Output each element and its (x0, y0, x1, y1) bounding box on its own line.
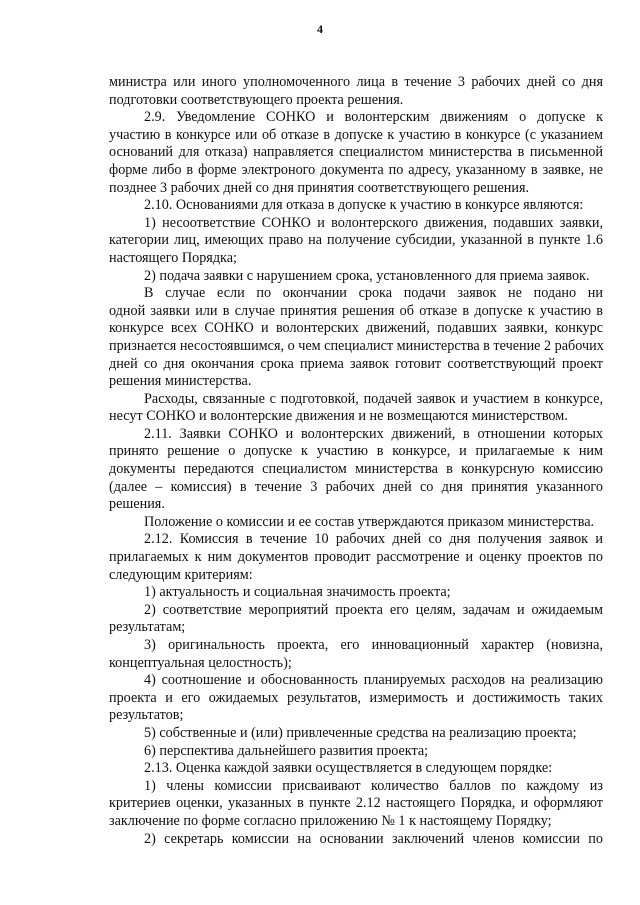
text-line: принято решение о допуске к участию в конкурсе, и прилагаемые к ним (109, 443, 603, 460)
text-line: заключение по форме согласно приложению № 1 к настоящему Порядку; (109, 812, 552, 829)
text-line: результатам; (109, 619, 186, 636)
text-line: прилагаемых к ним документов проводит рассмотрение и оценку проектов по (109, 549, 603, 566)
text-line: одной заявки или в случае принятия решения об отказе в допуске к участию в (109, 302, 603, 319)
text-line: решения. (109, 496, 165, 513)
text-line: 2) подача заявки с нарушением срока, установленного для приема заявок. (144, 267, 590, 284)
text-line: В случае если по окончании срока подачи заявок не подано ни (144, 285, 603, 302)
text-line: 2.11. Заявки СОНКО и волонтерских движений, в отношении которых (144, 425, 603, 442)
text-line: 6) перспектива дальнейшего развития проекта; (144, 742, 429, 759)
text-line: позднее 3 рабочих дней со дня принятия соответствующего решения. (109, 179, 530, 196)
text-line: проекта и его ожидаемых результатов, измеримость и достижимость таких (109, 689, 603, 706)
text-line: Расходы, связанные с подготовкой, подачей заявок и участием в конкурсе, (144, 390, 603, 407)
page-number: 4 (317, 22, 323, 36)
text-line: участию в конкурсе или об отказе в допуске к участию в конкурсе (с указанием (109, 126, 603, 143)
text-line: несут СОНКО и волонтерские движения и не возмещаются министерством. (109, 408, 568, 425)
text-line: решения министерства. (109, 373, 252, 390)
text-line: 5) собственные и (или) привлеченные средства на реализацию проекта; (144, 724, 577, 741)
text-line: 1) члены комиссии присваивают количество баллов по каждому из (144, 777, 603, 794)
text-line: 1) актуальность и социальная значимость проекта; (144, 584, 451, 601)
text-line: концептуальная целостность); (109, 654, 292, 671)
text-line: 2.10. Основаниями для отказа в допуске к участию в конкурсе являются: (144, 197, 584, 214)
text-line: 2) соответствие мероприятий проекта его целям, задачам и ожидаемым (144, 601, 603, 618)
text-line: форме либо в форме электроного документа по адресу, указанному в заявке, не (109, 161, 603, 178)
text-line: 2.12. Комиссия в течение 10 рабочих дней со дня получения заявок и (144, 531, 603, 548)
text-line: документы передаются специалистом министерства в конкурсную комиссию (109, 461, 603, 478)
text-line: (далее – комиссия) в течение 3 рабочих дней со дня принятия указанного (109, 478, 603, 495)
text-line: подготовки соответствующего проекта решения. (109, 91, 404, 108)
text-line: 1) несоответствие СОНКО и волонтерского движения, подавших заявки, (144, 214, 603, 231)
text-line: дней со дня окончания срока приема заявок готовит соответствующий проект (109, 355, 603, 372)
text-line: министра или иного уполномоченного лица в течение 3 рабочих дней со дня (109, 74, 603, 90)
text-line: настоящего Порядка; (109, 249, 237, 266)
text-line: 2.13. Оценка каждой заявки осуществляется в следующем порядке: (144, 760, 553, 777)
text-line: 4) соотношение и обоснованность планируемых расходов на реализацию (144, 672, 603, 689)
text-line: Положение о комиссии и ее состав утверждаются приказом министерства. (144, 513, 595, 530)
text-line: следующим критериям: (109, 566, 253, 583)
text-line: категории лиц, имеющих право на получение субсидии, указанной в пункте 1.6 (109, 232, 603, 249)
document-body (109, 74, 603, 848)
text-line: критериев оценки, указанных в пункте 2.12 настоящего Порядка, и оформляют (109, 795, 603, 812)
text-line: конкурсе всех СОНКО и волонтерских движений, подавших заявки, конкурс (109, 320, 603, 337)
text-line: признается несостоявшимся, о чем специалист министерства в течение 2 рабочих (109, 337, 604, 354)
text-line: 3) оригинальность проекта, его инновационный характер (новизна, (144, 637, 603, 653)
text-line: оснований для отказа) направляется специалистом министерства в письменной (109, 144, 603, 161)
text-line: результатов; (109, 707, 184, 724)
text-line: 2) секретарь комиссии на основании заключений членов комиссии по (144, 830, 603, 847)
text-line: 2.9. Уведомление СОНКО и волонтерским движениям о допуске к (144, 109, 603, 126)
